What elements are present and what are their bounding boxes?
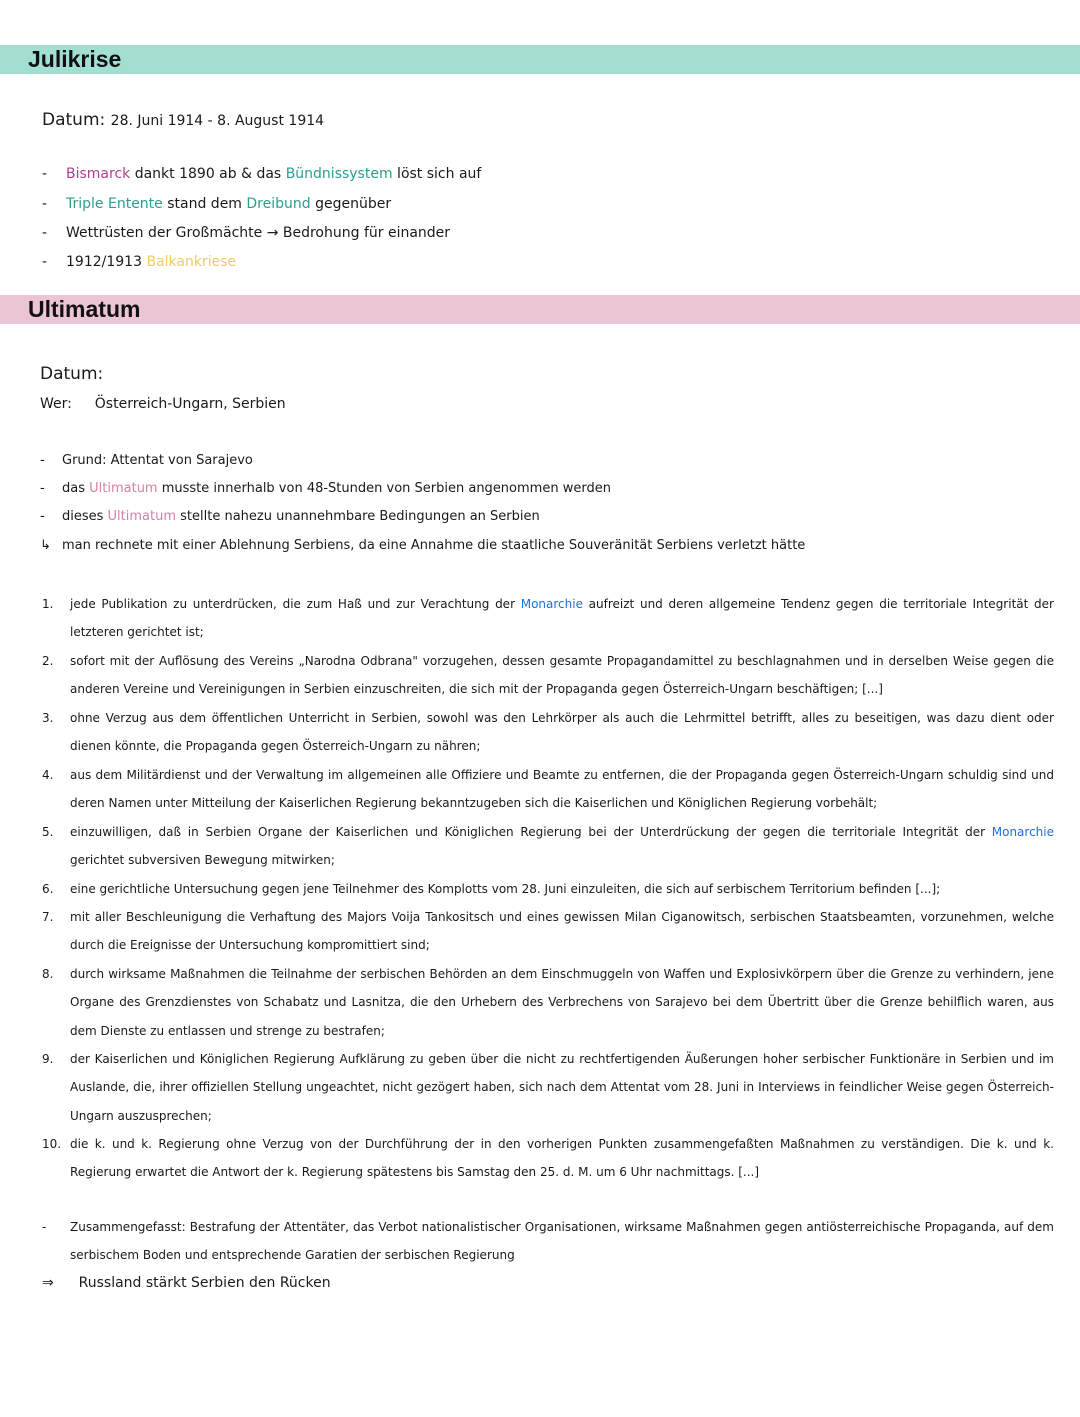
highlighted-term: Triple Entente xyxy=(66,196,163,212)
text-fragment: stand dem xyxy=(162,196,247,212)
text-fragment: einzuwilligen, daß in Serbien Organe der Kaiserlichen und Königlichen Regierung bei der Unterdrückung der gegen die territoriale Integrität der xyxy=(70,825,992,839)
numbered-item xyxy=(42,1045,1054,1130)
who-value: Österreich-Ungarn, Serbien xyxy=(94,396,286,412)
text-fragment: dieses xyxy=(62,509,108,524)
section-header-julikrise xyxy=(0,45,1080,74)
julikrise-date xyxy=(42,110,324,130)
section-header-ultimatum xyxy=(0,295,1080,324)
ultimatum-date-label: Datum: xyxy=(40,364,104,384)
numbered-item xyxy=(42,647,1054,704)
summary xyxy=(42,1213,1054,1270)
point-dash: - xyxy=(40,453,45,468)
text-fragment: ohne Verzug aus dem öffentlichen Unterricht in Serbien, sowohl was den Lehrkörper als auch die Lehrmittel betrifft, alles zu beseitigen, was dazu dient oder dienen könnte, die Propaganda gegen Österreich-Ungarn zu nähren; xyxy=(70,711,1054,754)
highlighted-term: Bismarck xyxy=(66,166,131,182)
item-text xyxy=(70,647,1054,704)
point-dash: - xyxy=(40,509,45,524)
item-number: 3. xyxy=(42,711,54,725)
numbered-item xyxy=(42,761,1054,818)
item-text xyxy=(70,903,1054,960)
text-fragment: aufreizt und deren allgemeine Tendenz gegen die territoriale Integrität der letzteren gerichtet ist; xyxy=(70,597,1054,640)
highlighted-term: Monarchie xyxy=(991,825,1054,839)
item-text xyxy=(70,704,1054,761)
item-number: 6. xyxy=(42,882,54,896)
item-number: 2. xyxy=(42,654,54,668)
text-fragment: eine gerichtliche Untersuchung gegen jene Teilnehmer des Komplotts vom 28. Juni einzuleiten, die sich auf serbischem Territorium befinden [...]; xyxy=(70,882,941,896)
text-fragment: stellte nahezu unannehmbare Bedingungen an Serbien xyxy=(176,509,540,524)
point-dash: - xyxy=(40,481,45,496)
text-fragment: aus dem Militärdienst und der Verwaltung im allgemeinen alle Offiziere und Beamte zu entfernen, die der Propaganda gegen Österreich-Ungarn schuldig sind und deren Namen unter Mitteilung der Kaiserlichen Regierung bekanntzugeben sich die Kaiserlichen und Königlichen Regierung vorbehält; xyxy=(70,768,1054,811)
text-fragment: löst sich auf xyxy=(392,166,482,182)
date-value: 28. Juni 1914 - 8. August 1914 xyxy=(110,113,325,129)
bullet-item xyxy=(42,166,481,183)
item-text xyxy=(70,818,1054,875)
conclusion-arrow: ⇒ xyxy=(42,1275,54,1291)
highlighted-term: Balkankriese xyxy=(146,254,237,270)
item-number: 10. xyxy=(42,1137,62,1151)
highlighted-term: Monarchie xyxy=(520,597,583,611)
highlighted-term: Dreibund xyxy=(246,196,311,212)
point-item xyxy=(40,481,611,497)
text-fragment: der Kaiserlichen und Königlichen Regierung Aufklärung zu geben über die nicht zu rechtfertigenden Äußerungen hoher serbischer Funktionäre in Serbien und im Auslande, die, ihrer offiziellen Stellung ungeachtet, nicht gezögert haben, sich nach dem Attentat vom 28. Juni in Interviews in feindlicher Weise gegen Österreich-Ungarn auszusprechen; xyxy=(70,1052,1054,1123)
text-fragment: jede Publikation zu unterdrücken, die zum Haß und zur Verachtung der xyxy=(70,597,521,611)
text-fragment: 1912/1913 xyxy=(66,254,147,270)
text-fragment: musste innerhalb von 48-Stunden von Serbien angenommen werden xyxy=(157,481,611,496)
ultimatum-who xyxy=(40,396,286,413)
text-fragment: sofort mit der Auflösung des Vereins „Narodna Odbrana" vorzugehen, dessen gesamte Propagandamittel zu beschlagnahmen und in derselben Weise gegen die anderen Vereine und Vereinigungen in Serbien einzuschreiten, die sich mit der Propaganda gegen Österreich-Ungarn beschäftigen; [...] xyxy=(70,654,1054,697)
item-number: 9. xyxy=(42,1052,54,1066)
item-text xyxy=(70,1130,1054,1187)
numbered-item xyxy=(42,704,1054,761)
text-fragment: Grund: Attentat von Sarajevo xyxy=(62,453,253,468)
who-label: Wer: xyxy=(40,396,72,412)
numbered-item xyxy=(42,875,1054,903)
text-fragment: Wettrüsten der Großmächte → Bedrohung für einander xyxy=(66,225,451,241)
numbered-item xyxy=(42,590,1054,647)
item-number: 1. xyxy=(42,597,54,611)
point-item xyxy=(40,538,805,554)
item-text xyxy=(70,960,1054,1045)
item-number: 8. xyxy=(42,967,54,981)
text-fragment: gerichtet subversiven Bewegung mitwirken; xyxy=(70,853,335,868)
text-fragment: dankt 1890 ab & das xyxy=(130,166,286,182)
bullet-dash: - xyxy=(42,166,48,182)
bullet-item xyxy=(42,196,391,213)
highlighted-term: Ultimatum xyxy=(89,481,158,496)
conclusion xyxy=(42,1275,331,1292)
text-fragment: gegenüber xyxy=(310,196,392,212)
bullet-item xyxy=(42,225,450,242)
conclusion-text: Russland stärkt Serbien den Rücken xyxy=(78,1275,331,1291)
item-text xyxy=(70,590,1054,647)
highlighted-term: Bündnissystem xyxy=(285,166,393,182)
text-fragment: man rechnete mit einer Ablehnung Serbiens, da eine Annahme die staatliche Souveränität Serbiens verletzt hätte xyxy=(62,538,806,553)
point-item xyxy=(40,453,253,469)
item-number: 7. xyxy=(42,910,54,924)
section-title: Julikrise xyxy=(28,46,122,72)
highlighted-term: Ultimatum xyxy=(107,509,177,524)
numbered-item xyxy=(42,1130,1054,1187)
point-item xyxy=(40,509,540,525)
text-fragment: mit aller Beschleunigung die Verhaftung des Majors Voija Tankositsch und eines gewissen Milan Ciganowitsch, serbischen Staatsbeamten, vorzunehmen, welche durch die Ereignisse der Untersuchung kompromittiert sind; xyxy=(70,910,1054,953)
bullet-dash: - xyxy=(42,225,48,241)
numbered-item xyxy=(42,903,1054,960)
text-fragment: durch wirksame Maßnahmen die Teilnahme der serbischen Behörden an dem Einschmuggeln von Waffen und Explosivkörpern über die Grenze zu verhindern, jene Organe des Grenzdienstes von Schabatz und Lasnitza, die den Urhebern des Verbrechens von Sarajevo bei dem Übertritt über die Grenze behilflich waren, aus dem Dienste zu entlassen und strenge zu bestrafen; xyxy=(70,967,1054,1038)
numbered-item xyxy=(42,818,1054,875)
bullet-dash: - xyxy=(42,254,48,270)
item-text xyxy=(70,875,1054,903)
point-dash: ↳ xyxy=(40,538,51,553)
date-label: Datum: xyxy=(42,110,106,130)
summary-dash: - xyxy=(42,1220,47,1234)
numbered-item xyxy=(42,960,1054,1045)
item-number: 5. xyxy=(42,825,54,839)
text-fragment: die k. und k. Regierung ohne Verzug von der Durchführung der in den vorherigen Punkten zusammengefaßten Maßnahmen zu verständigen. Die k. und k. Regierung erwartet die Antwort der k. Regierung spätestens bis Samstag den 25. d. M. um 6 Uhr nachmittags. [...] xyxy=(70,1137,1054,1180)
bullet-item xyxy=(42,254,236,271)
section-title: Ultimatum xyxy=(28,296,141,322)
item-number: 4. xyxy=(42,768,54,782)
bullet-dash: - xyxy=(42,196,48,212)
text-fragment: das xyxy=(62,481,90,496)
item-text xyxy=(70,761,1054,818)
summary-text: Zusammengefasst: Bestrafung der Attentäter, das Verbot nationalistischer Organisationen, wirksame Maßnahmen gegen antiösterreichische Propaganda, auf dem serbischem Boden und entsprechende Garatien der serbischen Regierung xyxy=(70,1220,1054,1263)
item-text xyxy=(70,1045,1054,1130)
